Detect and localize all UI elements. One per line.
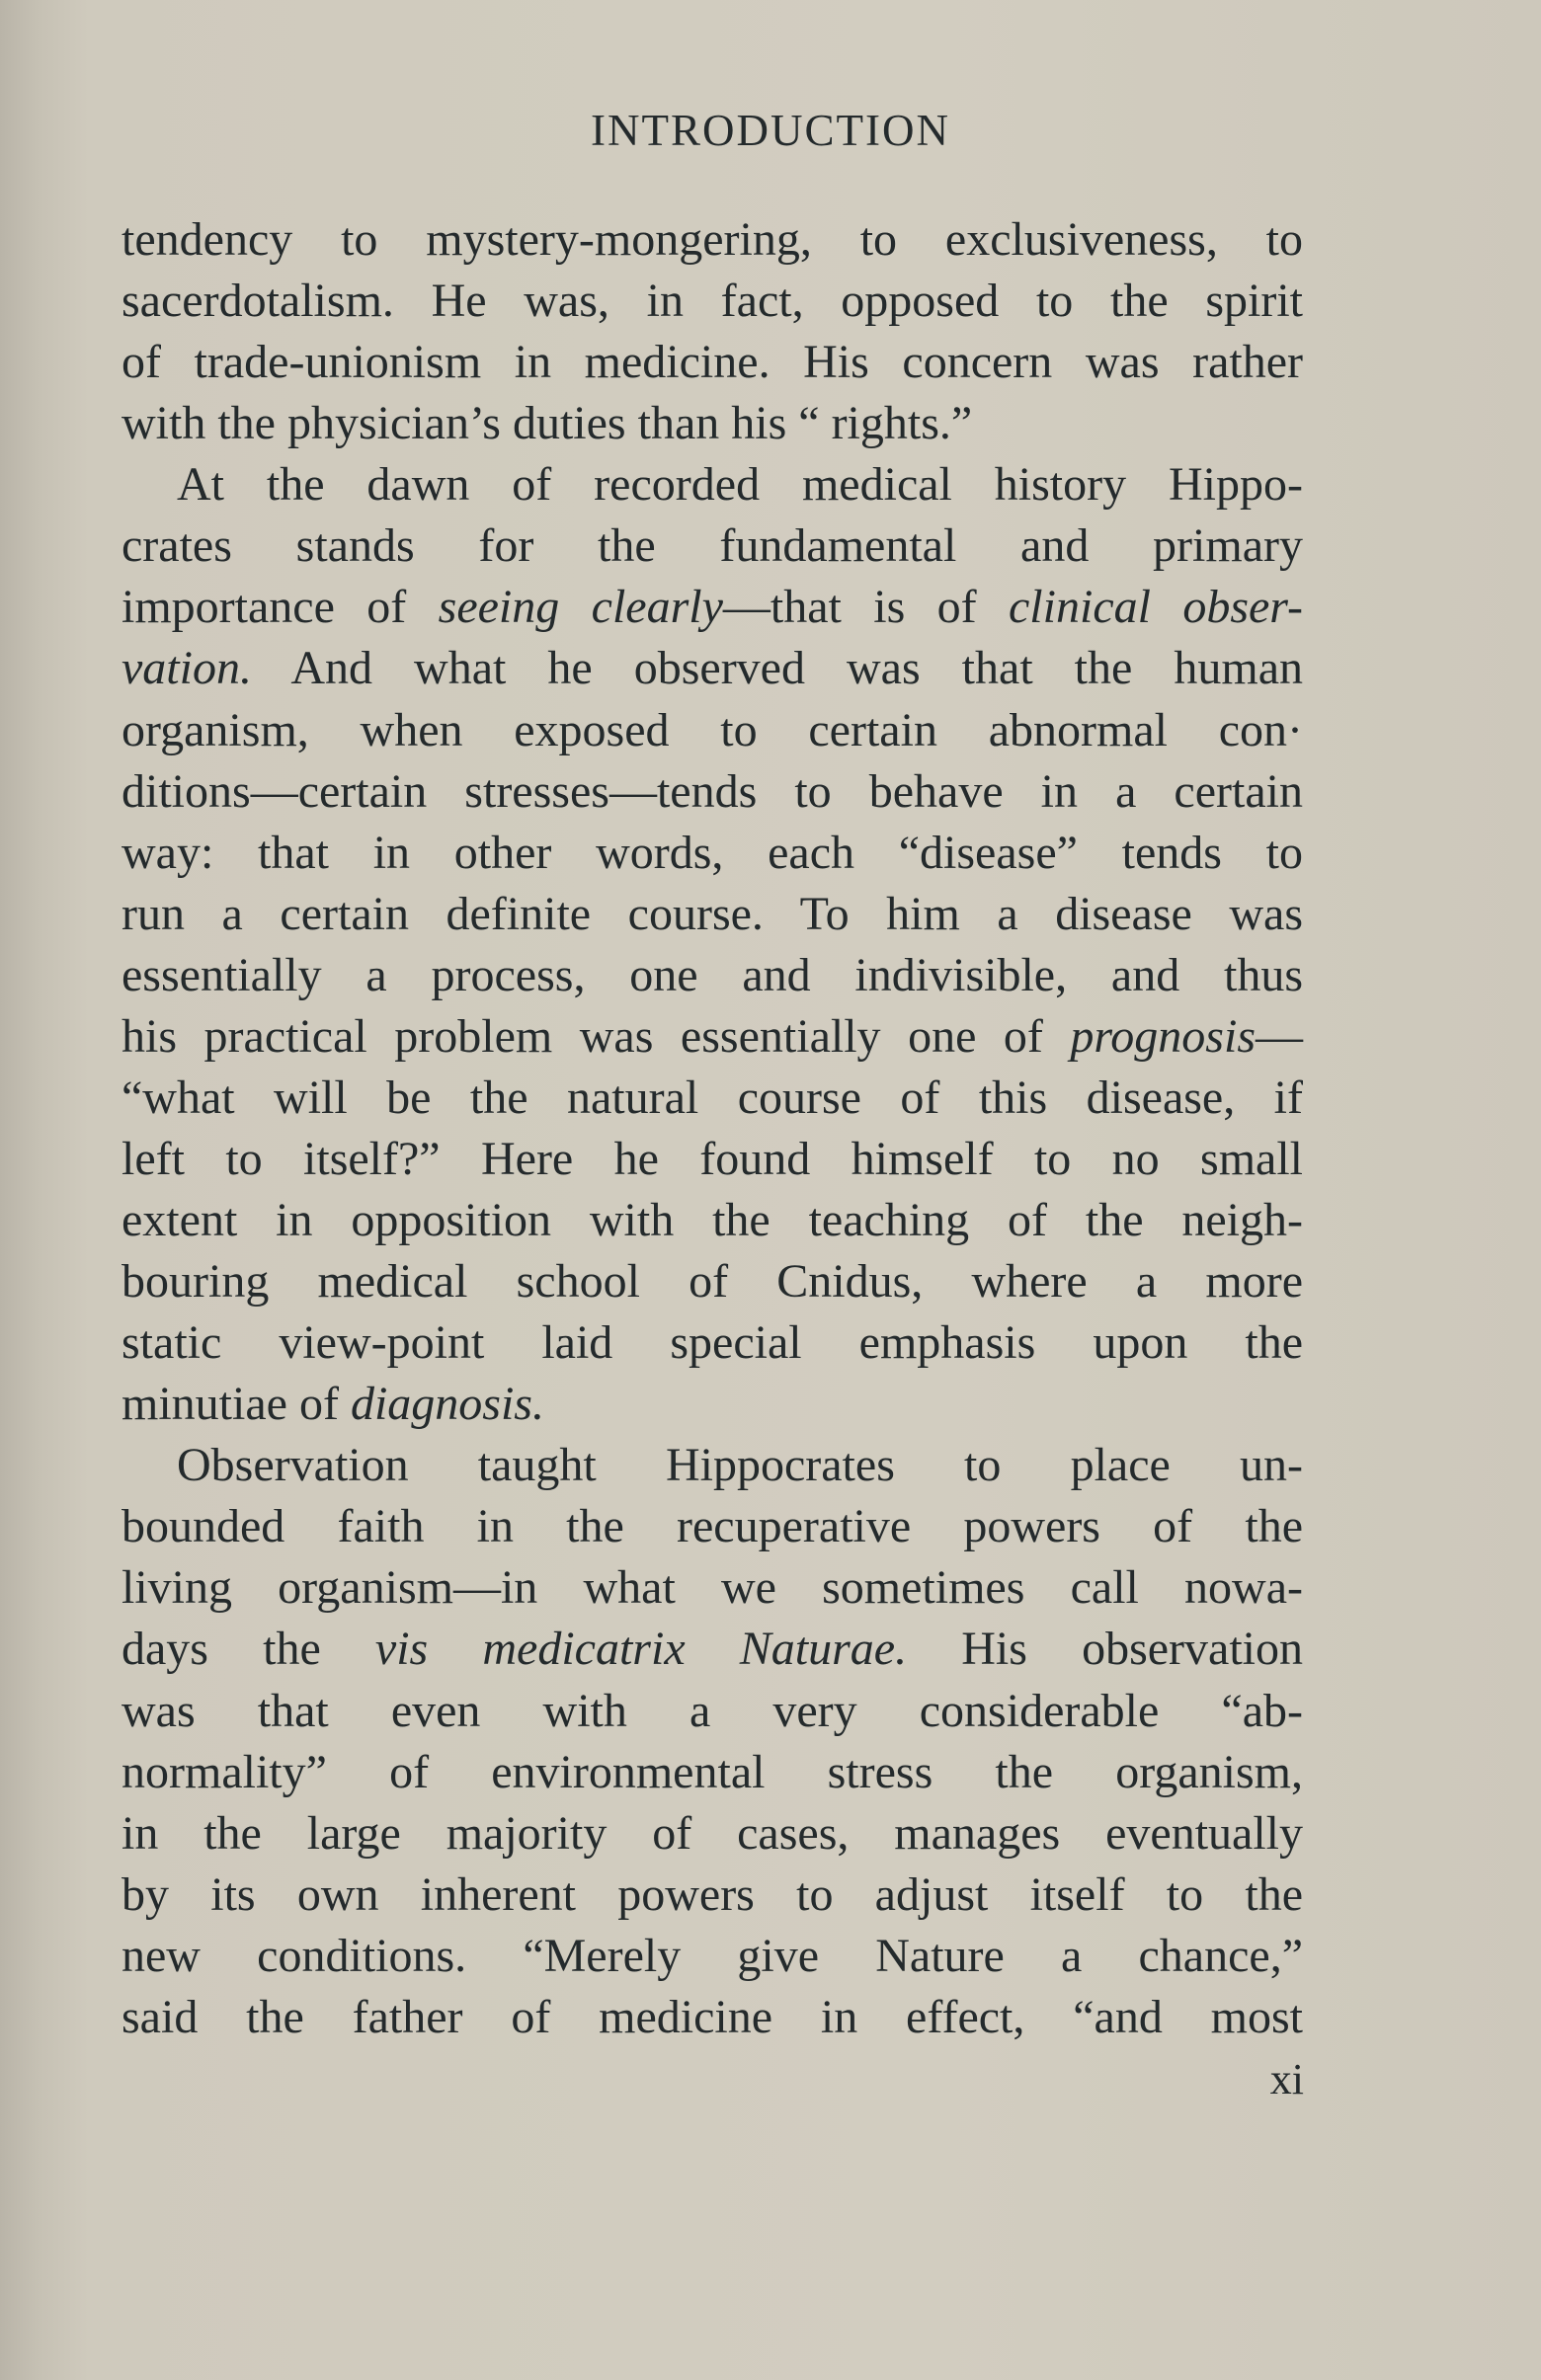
text-line [122, 761, 1303, 823]
text-span: run a certain definite course. To him a disease was [122, 887, 1303, 940]
text-span: ditions—certain stresses—tends to behave in a certain [122, 764, 1303, 818]
text-span: living organism—in what we sometimes call nowa- [122, 1561, 1303, 1615]
text-span: by its own inherent powers to adjust itself to the [122, 1867, 1303, 1921]
page-number: xi [1269, 2055, 1304, 2103]
text-line [122, 1190, 1303, 1251]
text-span: essentially a process, one and indivisible, and thus [122, 948, 1303, 1001]
text-span: organism, when exposed to certain abnormal con· [122, 703, 1303, 756]
italic-text: vis medicatrix Naturae. [374, 1623, 908, 1676]
text-line [122, 1987, 1303, 2048]
text-line [122, 638, 1303, 699]
text-line [122, 1435, 1303, 1496]
text-span: tendency to mystery-mongering, to exclusiveness, to [122, 213, 1303, 266]
text-line [122, 1619, 1303, 1680]
text-span: was that even with a very considerable “ab- [122, 1684, 1303, 1737]
text-span: way: that in other words, each “disease” tends to [122, 826, 1303, 879]
text-span: of trade-unionism in medicine. His concern was rather [122, 336, 1303, 389]
text-line [122, 1496, 1303, 1557]
text-line [122, 271, 1303, 332]
italic-text: vation. [122, 642, 252, 695]
text-line [122, 884, 1303, 945]
text-line [122, 1864, 1303, 1926]
body-text [122, 209, 1303, 2048]
text-line [122, 1926, 1303, 1987]
text-line [122, 1129, 1303, 1190]
italic-text: clinical obser- [1009, 581, 1304, 634]
text-line [122, 945, 1303, 1006]
text-span: static view-point laid special emphasis upon the [122, 1316, 1303, 1370]
text-line [122, 332, 1303, 393]
text-span: crates stands for the fundamental and primary [122, 519, 1303, 573]
text-span: minutiae of [122, 1378, 351, 1431]
text-line [122, 1251, 1303, 1312]
text-line [122, 1803, 1303, 1864]
text-span: bounded faith in the recuperative powers of the [122, 1500, 1303, 1553]
text-line [122, 1681, 1303, 1742]
text-span: Observation taught Hippocrates to place un- [177, 1439, 1303, 1492]
text-span: — [1256, 1009, 1303, 1063]
text-span: left to itself?” Here he found himself to no small [122, 1132, 1303, 1185]
text-line [122, 209, 1303, 271]
text-span: bouring medical school of Cnidus, where a more [122, 1255, 1303, 1309]
text-line [122, 1312, 1303, 1374]
text-line [122, 393, 1303, 454]
text-span: with the physician’s duties than his “ rights.” [122, 397, 973, 450]
text-span: said the father of medicine in effect, “and most [122, 1990, 1303, 2043]
text-span: his practical problem was essentially one of [122, 1009, 1071, 1063]
text-line [122, 516, 1303, 577]
italic-text: diagnosis. [350, 1378, 544, 1431]
italic-text: seeing clearly [438, 581, 723, 634]
italic-text: prognosis [1070, 1009, 1256, 1063]
text-line [122, 823, 1303, 884]
text-line [122, 1742, 1303, 1803]
text-span: new conditions. “Merely give Nature a chance,” [122, 1929, 1303, 1982]
text-span: At the dawn of recorded medical history Hippo- [177, 458, 1303, 512]
text-span: importance of [122, 581, 439, 634]
text-line [122, 1006, 1303, 1068]
running-header: INTRODUCTION [591, 106, 950, 155]
text-line [122, 1068, 1303, 1129]
text-span: normality” of environmental stress the organism, [122, 1745, 1303, 1798]
text-span: And what he observed was that the human [251, 642, 1303, 695]
text-line [122, 577, 1303, 638]
text-line [122, 700, 1303, 761]
text-span: —that is of [722, 581, 1009, 634]
text-line [122, 1557, 1303, 1619]
text-span: “what will be the natural course of this disease, if [122, 1071, 1303, 1124]
text-span: His observation [907, 1623, 1304, 1676]
text-span: in the large majority of cases, manages eventually [122, 1806, 1303, 1860]
text-span: extent in opposition with the teaching of the neigh- [122, 1194, 1303, 1246]
text-span: sacerdotalism. He was, in fact, opposed to the spirit [122, 275, 1303, 328]
text-line [122, 1374, 1303, 1435]
text-span: days the [122, 1623, 375, 1676]
text-line [122, 454, 1303, 516]
